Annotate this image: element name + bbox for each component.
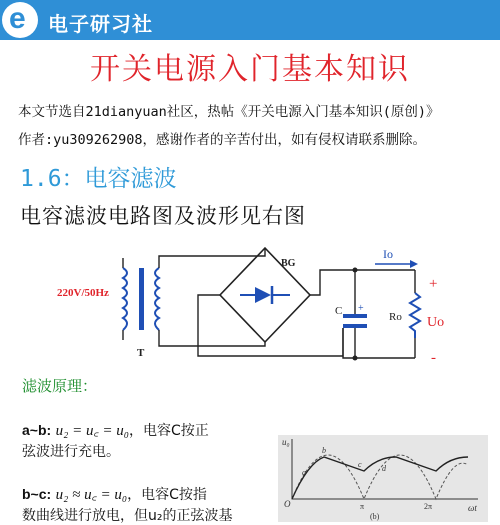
wire-output-bottom <box>343 328 415 358</box>
bridge-label: BG <box>281 258 296 269</box>
ab-text: ，电容C按正 <box>129 423 209 439</box>
subtitle: 电容滤波电路图及波形见右图 <box>20 204 306 228</box>
section-heading: 1.6：电容滤波 <box>20 166 177 192</box>
cap-plus: + <box>358 303 364 314</box>
logo-letter: e <box>9 2 26 35</box>
page-title: 开关电源入门基本知识 <box>90 52 410 87</box>
load-label: Ro <box>389 311 402 323</box>
ab-tag: a~b: <box>22 422 52 438</box>
bc-text: ，电容C按指 <box>127 487 207 503</box>
waveform-origin: O <box>284 499 291 509</box>
transformer-core <box>139 268 144 330</box>
primary-winding <box>123 268 127 330</box>
bc-formula: u₂ ≈ u꜀ = u₀ <box>55 487 128 503</box>
secondary-winding <box>155 268 159 330</box>
top-banner <box>0 0 500 40</box>
output-label: Uo <box>427 315 445 330</box>
ab-line <box>22 420 209 440</box>
load-resistor <box>410 293 420 338</box>
point-d: d <box>382 464 386 473</box>
output-minus: - <box>431 350 436 366</box>
bc-tag: b~c: <box>22 486 52 502</box>
point-b: b <box>322 446 326 455</box>
point-c: c <box>358 460 362 469</box>
waveform-tick-pi: π <box>360 502 365 511</box>
wire-output-top <box>310 270 415 295</box>
site-name: 电子研习社 <box>48 12 153 36</box>
waveform-y-label: u₀ <box>282 437 290 447</box>
cap-plate-top <box>343 314 367 318</box>
point-a: a <box>302 468 306 477</box>
current-arrowhead <box>410 260 418 268</box>
cap-plate-bottom <box>343 324 367 328</box>
wire-bottom <box>159 330 265 346</box>
current-label: Io <box>383 247 393 261</box>
source-note: 本文节选自21dianyuan社区，热帖《开关电源入门基本知识(原创)》 <box>18 104 440 120</box>
principle-heading: 滤波原理： <box>22 377 98 395</box>
logo <box>2 2 38 38</box>
waveform-background <box>278 435 488 522</box>
diode-symbol <box>255 287 271 303</box>
source-label: 220V/50Hz <box>57 287 109 299</box>
ab-text-continued: 弦波进行充电。 <box>22 444 120 460</box>
bc-text-continued: 数曲线进行放电，但u₂的正弦波基 <box>22 508 233 524</box>
cap-label: C <box>335 305 343 317</box>
wire-return <box>198 295 343 356</box>
output-plus: + <box>429 276 438 292</box>
transformer-label: T <box>137 347 145 359</box>
filter-circuit-diagram <box>55 238 455 368</box>
waveform-tick-2pi: 2π <box>424 502 433 511</box>
waveform-caption: (b) <box>370 512 380 521</box>
waveform-x-label: ωt <box>468 503 477 513</box>
ab-formula: u₂ = u꜀ = u₀ <box>55 423 130 439</box>
author-note: 作者:yu309262908，感谢作者的辛苦付出，如有侵权请联系删除。 <box>18 132 427 148</box>
bc-line <box>22 484 207 504</box>
waveform-figure <box>278 435 488 522</box>
